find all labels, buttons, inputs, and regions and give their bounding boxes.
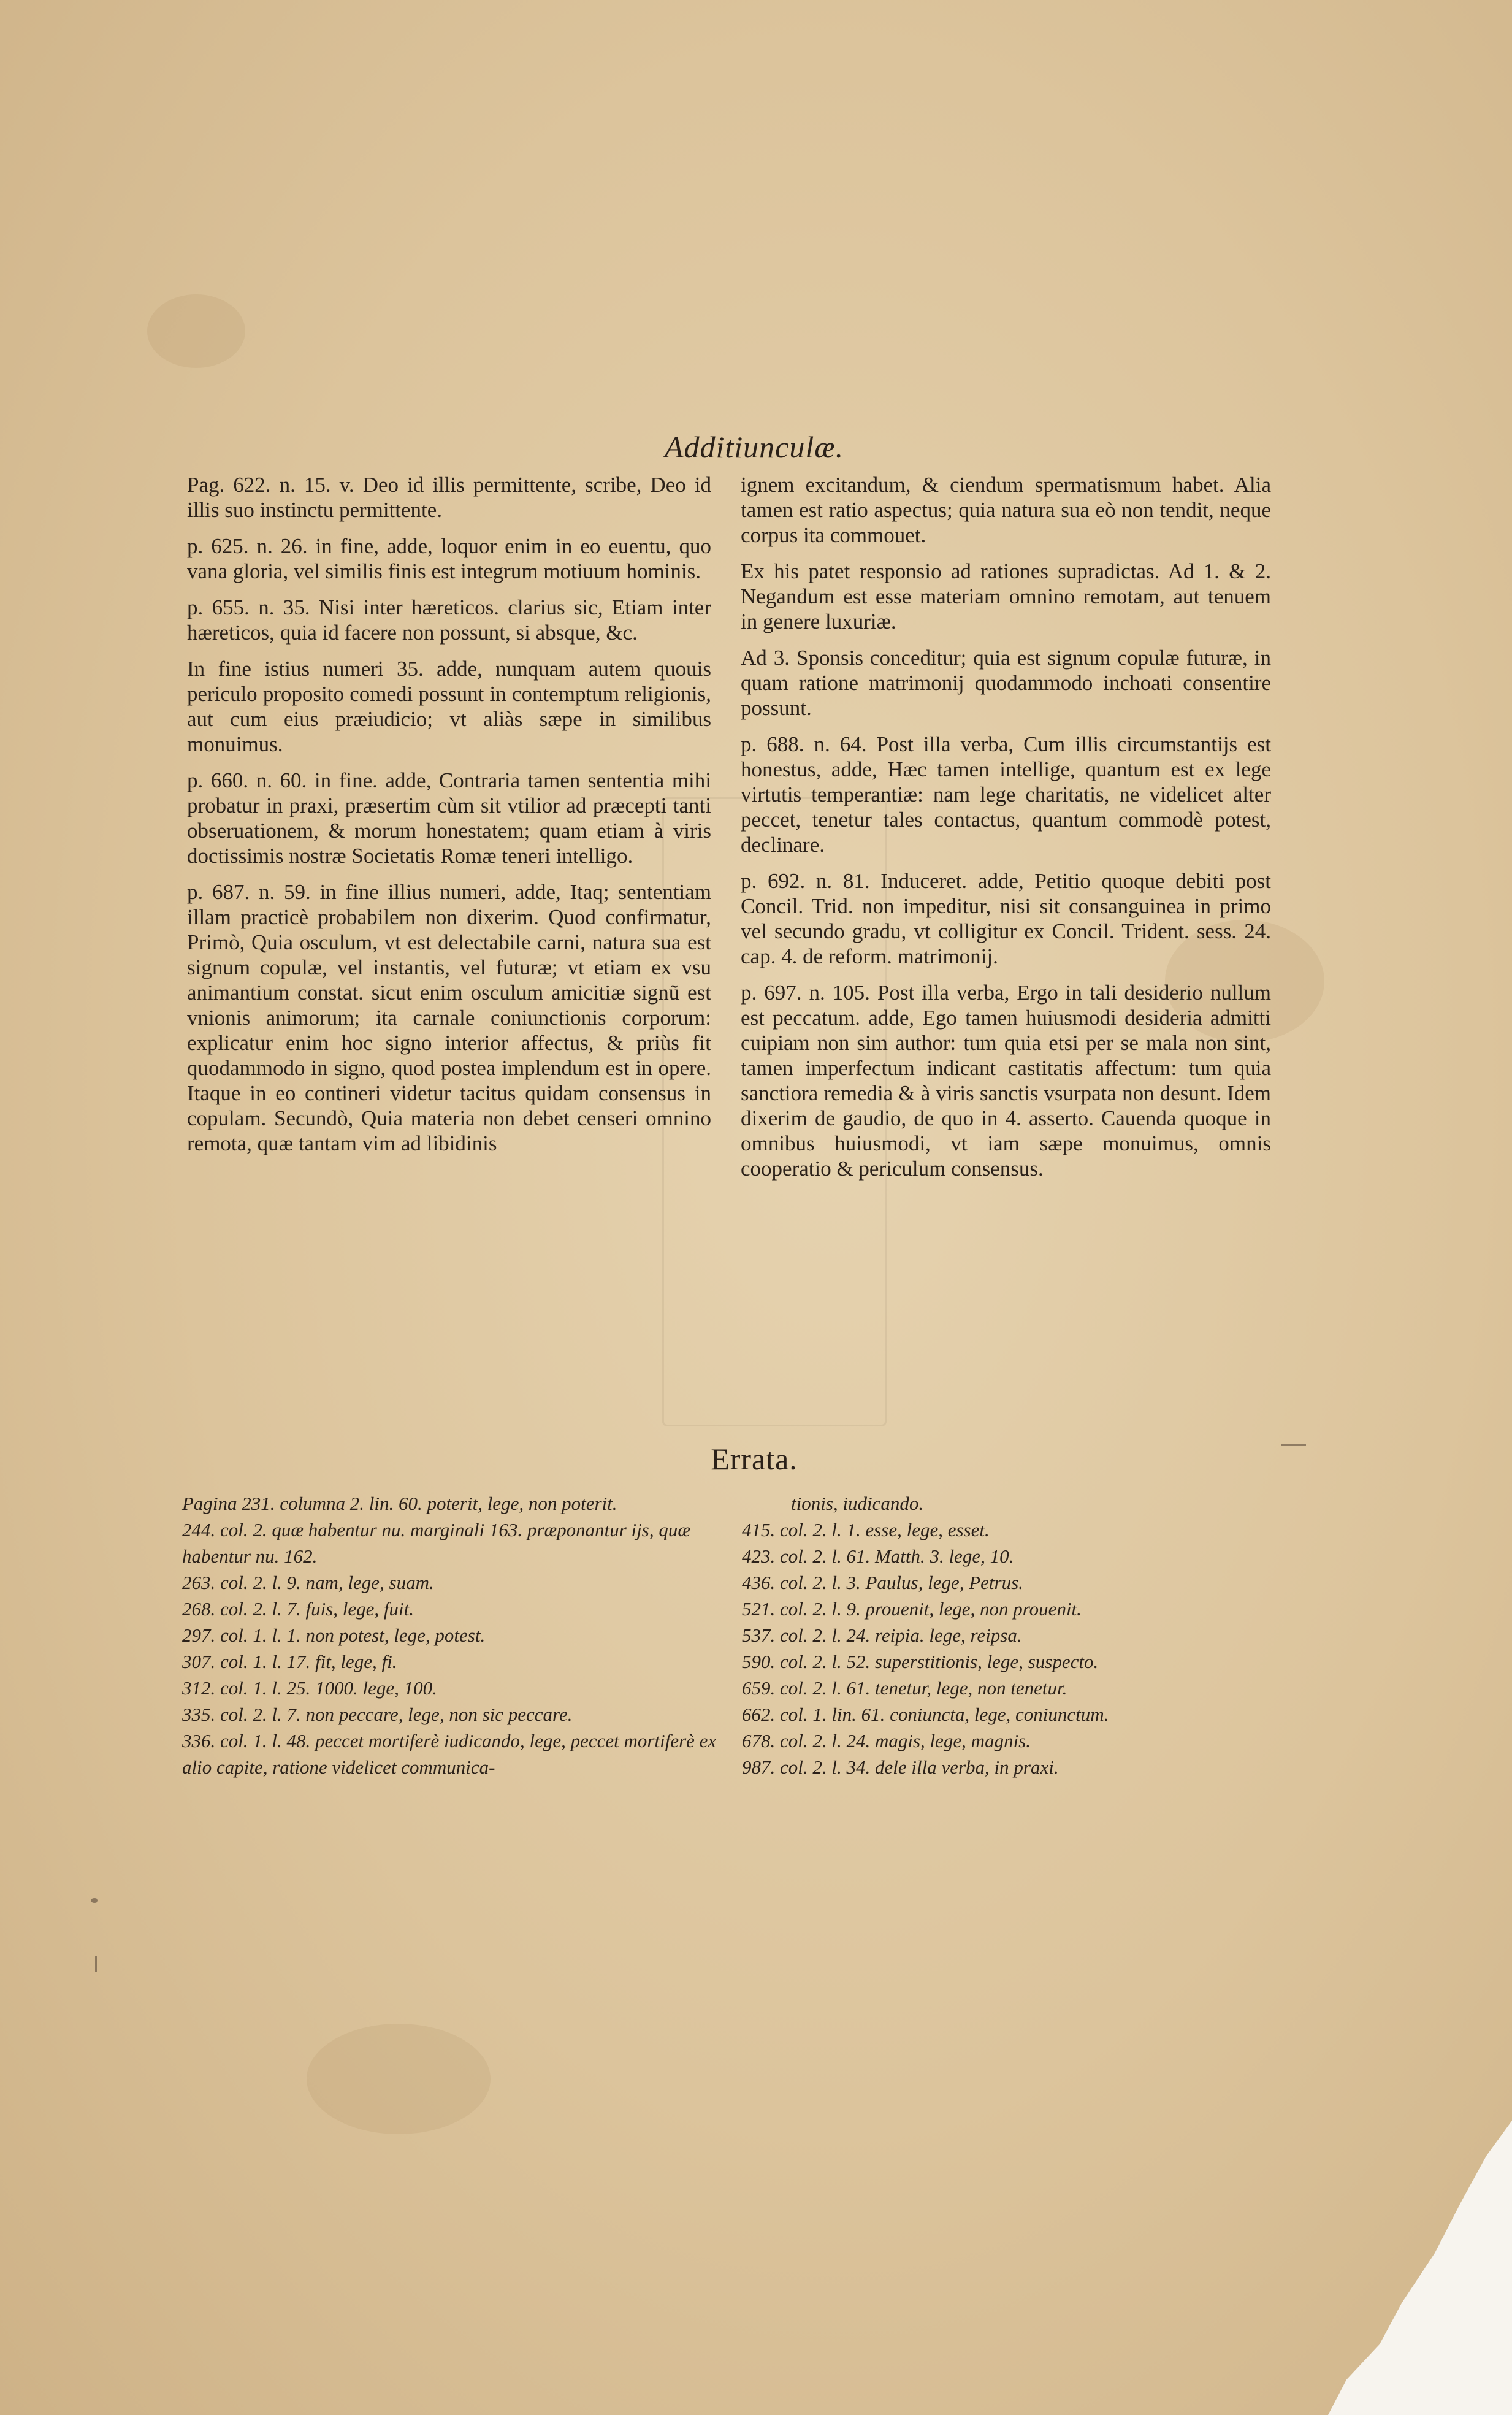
addition-entry: p. 687. n. 59. in fine illius numeri, adde, Itaq; sententiam illam practicè probabilem non dixerim. Quod confirmatur, Primò, Quia osculum, vt est delectabile carni, natura sua est signum copulæ, vel instantis, vel futuræ; vt etiam ex vsu animantium constat. sicut enim osculum amicitiæ signũ est vnionis animorum; ita carnale coniunctionis corporum: explicatur enim hoc signo interior affectus, & priùs fit quodammodo in signo, quod postea implendum est in opere. Itaque in eo contineri videtur tacitus quidam consensus in copulam. Secundò, Quia materia non debet censeri omnino remota, quæ tantam vim ad libidinis xyxy=(187,880,711,1155)
addition-entry: Ex his patet responsio ad rationes supradictas. Ad 1. & 2. Negandum est esse materiam omnino remotam, aut tenuem in genere luxuriæ. xyxy=(741,559,1271,633)
paper-stain xyxy=(307,2024,491,2134)
addition-entry: Ad 3. Sponsis conceditur; quia est signum copulæ futuræ, in quam ratione matrimonij quodammodo inchoati consentire possunt. xyxy=(741,646,1271,720)
ink-speck xyxy=(95,1956,97,1972)
errata-entry: 662. col. 1. lin. 61. coniuncta, lege, coniunctum. xyxy=(742,1704,1109,1725)
addition-entry: p. 697. n. 105. Post illa verba, Ergo in tali desiderio nullum est peccatum. adde, Ego tamen huiusmodi desideria admitti cuipiam non sim author: tum quia etsi per se mala non sint, tamen imperfectum indicant castitatis affectum: tum quia sanctiora remedia & à viris sanctis vsurpata non desunt. Idem dixerim de gaudio, de quo in 4. asserto. Cauenda quoque in omnibus huiusmodi, vt iam sæpe monuimus, omnis cooperatio & periculum consensus. xyxy=(741,981,1271,1181)
errata-entry: 335. col. 2. l. 7. non peccare, lege, non sic peccare. xyxy=(182,1704,573,1725)
errata-entry: 307. col. 1. l. 17. fit, lege, fi. xyxy=(182,1651,397,1672)
addition-entry: Pag. 622. n. 15. v. Deo id illis permittente, scribe, Deo id illis suo instinctu permittente. xyxy=(187,473,711,522)
errata-entry: 436. col. 2. l. 3. Paulus, lege, Petrus. xyxy=(742,1572,1023,1593)
additions-left-column xyxy=(187,472,711,1167)
errata-entry: 590. col. 2. l. 52. superstitionis, lege, suspecto. xyxy=(742,1651,1099,1672)
errata-entry: 659. col. 2. l. 61. tenetur, lege, non tenetur. xyxy=(742,1677,1067,1699)
errata-heading: Errata. xyxy=(711,1442,798,1476)
errata-entry: 537. col. 2. l. 24. reipia. lege, reipsa. xyxy=(742,1625,1022,1646)
errata-entry: 521. col. 2. l. 9. prouenit, lege, non prouenit. xyxy=(742,1598,1082,1620)
additions-right-column xyxy=(741,472,1271,1192)
errata-entry: 268. col. 2. l. 7. fuis, lege, fuit. xyxy=(182,1598,414,1620)
addition-entry: p. 655. n. 35. Nisi inter hæreticos. clarius sic, Etiam inter hæreticos, quia id facere non possunt, si absque, &c. xyxy=(187,595,711,645)
errata-left-column xyxy=(182,1490,722,1780)
errata-entry: 423. col. 2. l. 61. Matth. 3. lege, 10. xyxy=(742,1545,1014,1567)
errata-entry: 244. col. 2. quæ habentur nu. marginali 163. præponantur ijs, quæ habentur nu. 162. xyxy=(182,1519,691,1567)
ink-speck xyxy=(1281,1444,1306,1446)
errata-entry: tionis, iudicando. xyxy=(791,1493,924,1514)
errata-entry: Pagina 231. columna 2. lin. 60. poterit, lege, non poterit. xyxy=(182,1493,617,1514)
ink-speck xyxy=(91,1898,98,1903)
paper-stain xyxy=(147,294,245,368)
addition-entry: p. 688. n. 64. Post illa verba, Cum illis circumstantijs est honestus, adde, Hæc tamen intellige, quantum est ex lege virtutis temperantiæ: nam lege charitatis, ne videlicet alter peccet, tenetur tales contactus, quantum commodè potest, declinare. xyxy=(741,732,1271,857)
errata-entry: 297. col. 1. l. 1. non potest, lege, potest. xyxy=(182,1625,486,1646)
errata-entry: 415. col. 2. l. 1. esse, lege, esset. xyxy=(742,1519,990,1540)
errata-entry: 987. col. 2. l. 34. dele illa verba, in praxi. xyxy=(742,1756,1059,1778)
errata-entry: 336. col. 1. l. 48. peccet mortiferè iudicando, lege, peccet mortiferè ex alio capite, ratione videlicet communica- xyxy=(182,1730,717,1778)
errata-right-column xyxy=(742,1490,1232,1780)
errata-entry: 678. col. 2. l. 24. magis, lege, magnis. xyxy=(742,1730,1031,1751)
addition-entry: p. 625. n. 26. in fine, adde, loquor enim in eo euentu, quo vana gloria, vel similis finis est integrum motiuum hominis. xyxy=(187,534,711,583)
errata-entry: 263. col. 2. l. 9. nam, lege, suam. xyxy=(182,1572,434,1593)
addition-entry: p. 692. n. 81. Induceret. adde, Petitio quoque debiti post Concil. Trid. non impeditur, nisi sit consanguinea in primo vel secundo gradu, vt colligitur ex Concil. Trident. sess. 24. cap. 4. de reform. matrimonij. xyxy=(741,869,1271,968)
errata-entry: 312. col. 1. l. 25. 1000. lege, 100. xyxy=(182,1677,437,1699)
addition-entry: In fine istius numeri 35. adde, nunquam autem quouis periculo proposito comedi possunt in contemptum religionis, aut cum eius præiudicio; vt aliàs sæpe in similibus monuimus. xyxy=(187,657,711,756)
addition-entry: p. 660. n. 60. in fine. adde, Contraria tamen sententia mihi probatur in praxi, præsertim cùm sit vtilior ad præcepti tanti obseruationem, & morum honestatem; quam etiam à viris doctissimis nostræ Societatis Romæ teneri intelligo. xyxy=(187,768,711,868)
page-heading: Additiunculæ. xyxy=(664,430,844,464)
addition-entry: ignem excitandum, & ciendum spermatismum habet. Alia tamen est ratio aspectus; quia natura sua eò non tendit, neque corpus ita commouet. xyxy=(741,473,1271,547)
